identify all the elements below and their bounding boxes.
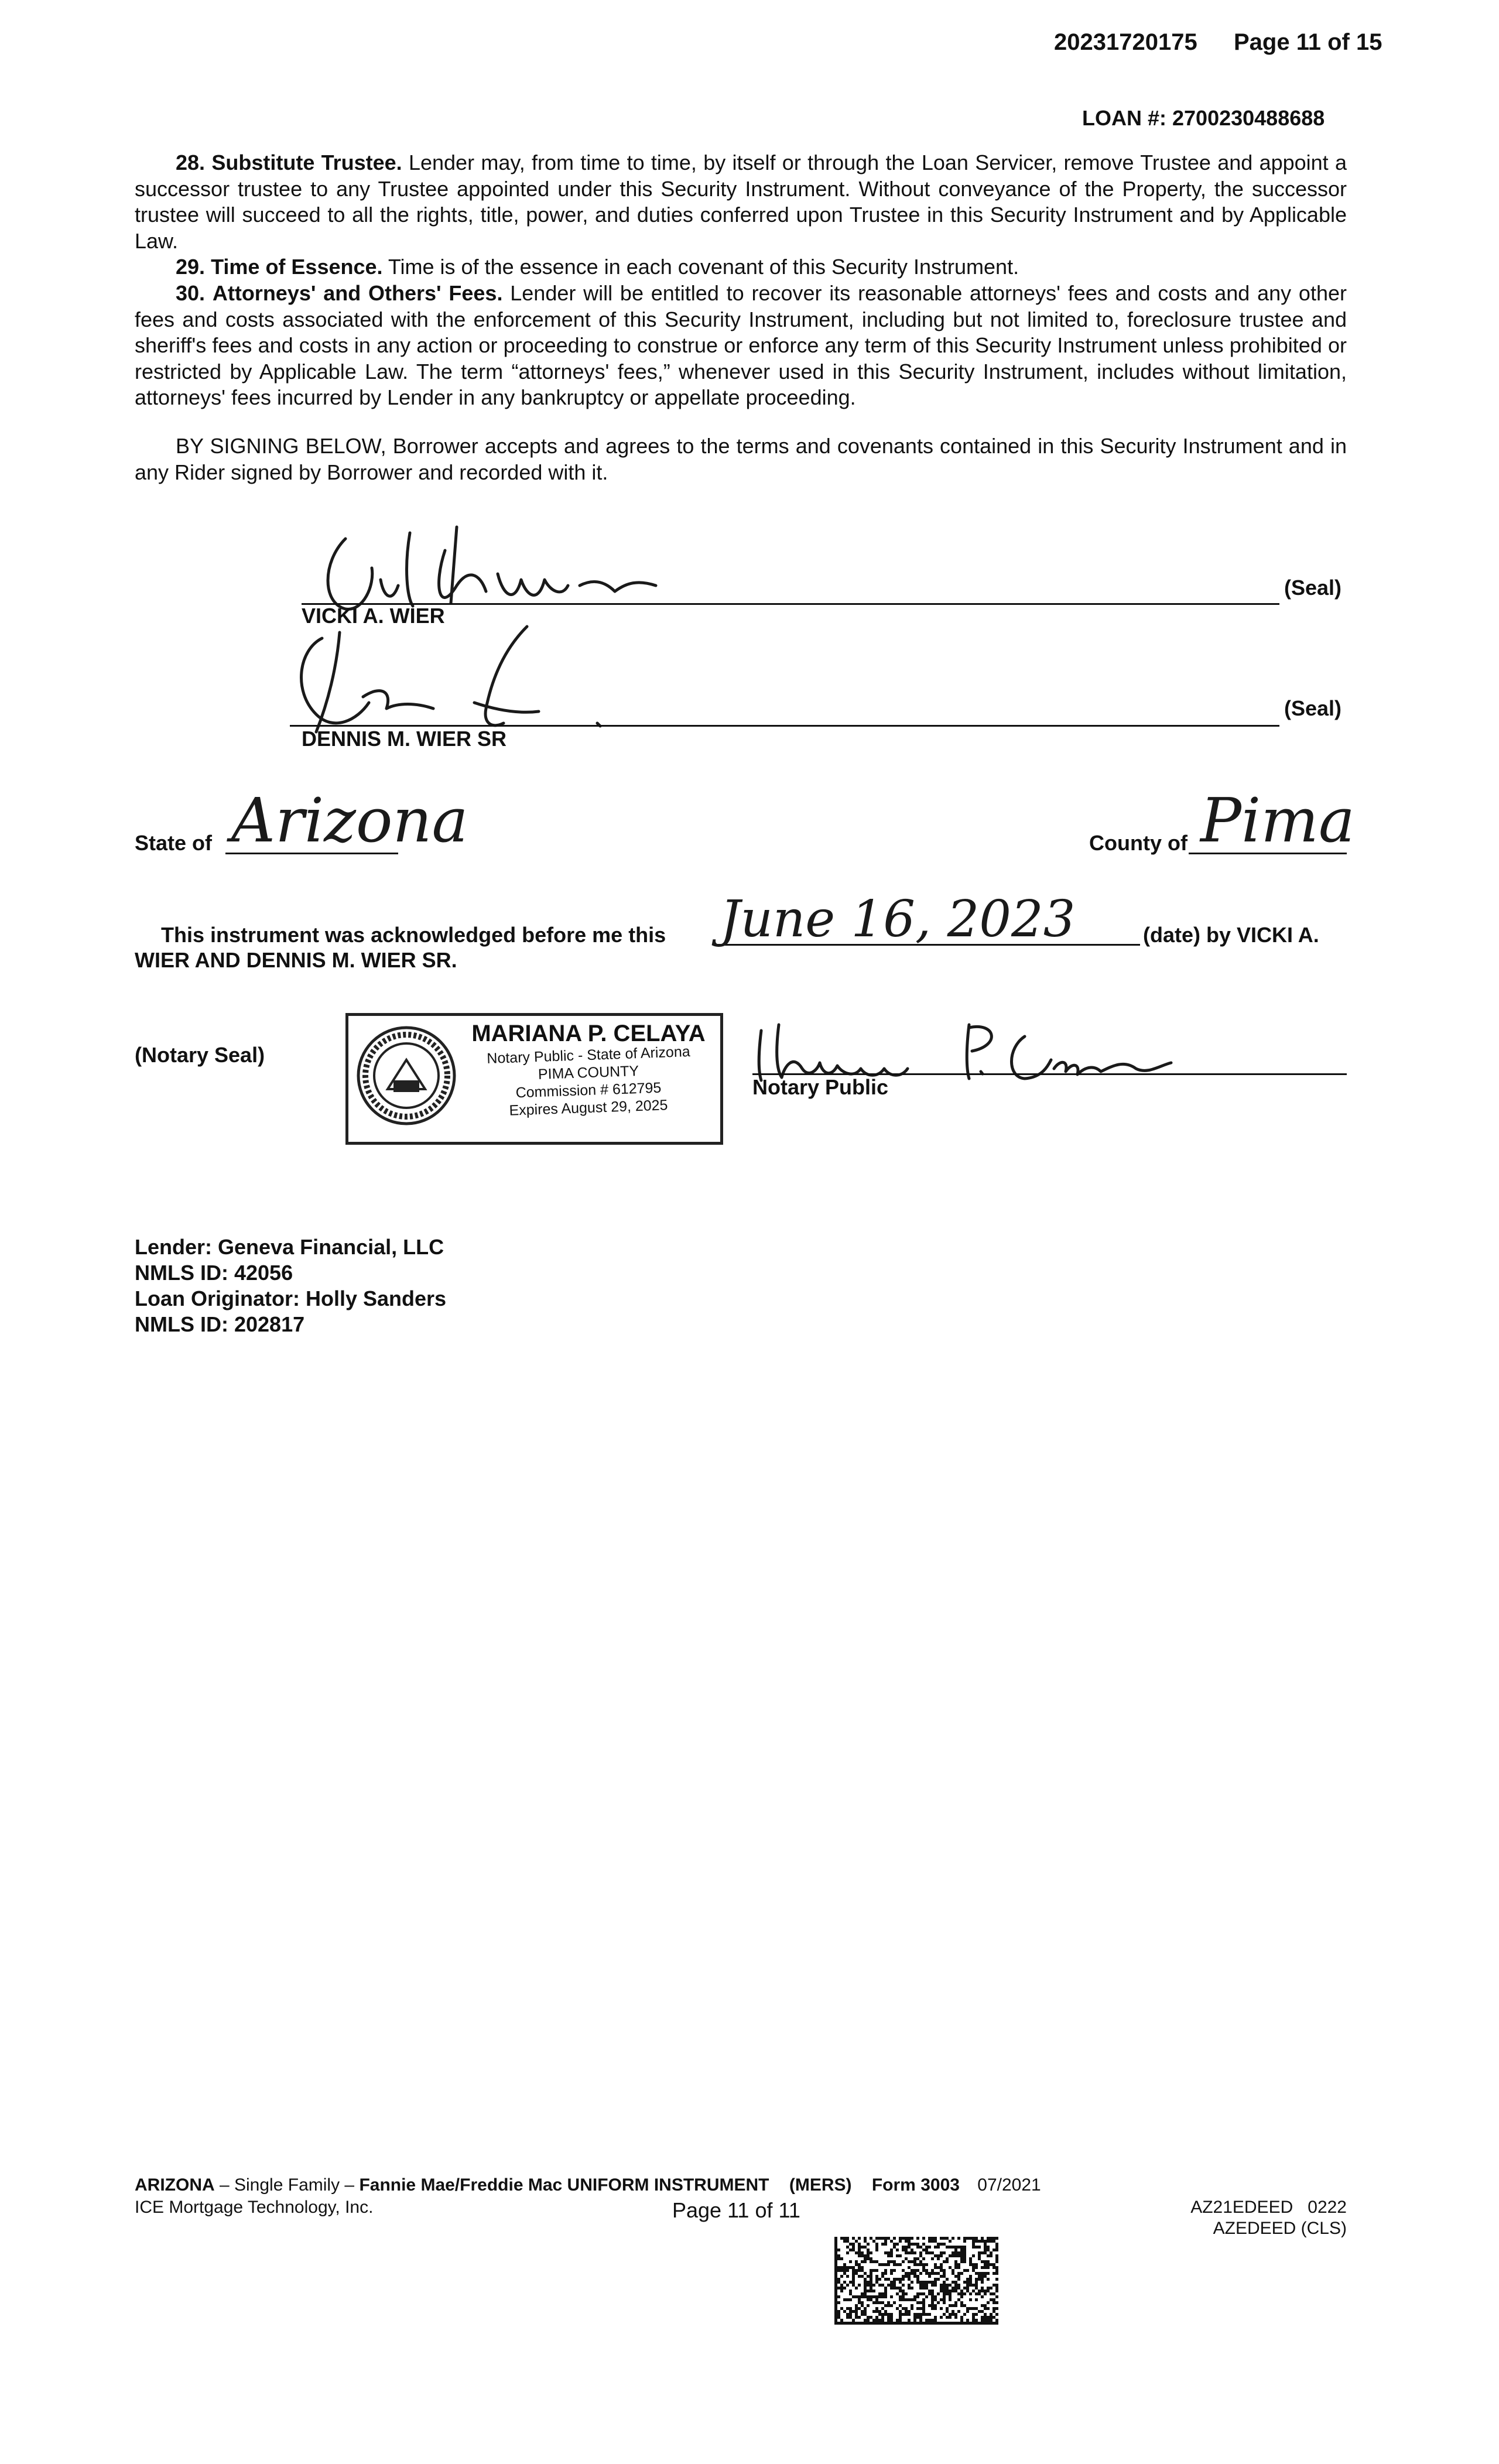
lender-nmls: NMLS ID: 42056 bbox=[135, 1261, 293, 1285]
clause-text: Lender will be entitled to recover its reasonable attorneys' fees and costs and any other fees and costs associated with the enforcement of this Security Instrument, including but not limited to, foreclosure trustee and sheriff's fees and costs in any action or proceeding to construe or enforce any term of this Security Instrument unless prohibited or restricted by Applicable Law. The term “attorneys' fees,” whenever used in this Security Instrument, includes without limitation, attorneys' fees incurred by Lender in any bankruptcy or appellate proceeding. bbox=[135, 280, 1347, 410]
footer-page-number: Page 11 of 11 bbox=[672, 2198, 800, 2222]
header-page-number: Page 11 of 15 bbox=[1233, 29, 1382, 55]
footer-form-line bbox=[135, 2175, 1041, 2196]
header-bar bbox=[1054, 29, 1382, 55]
footer-state: ARIZONA bbox=[135, 2175, 215, 2195]
state-label: State of bbox=[135, 831, 213, 855]
clause-30 bbox=[135, 280, 1347, 411]
borrower-signature-2 bbox=[281, 615, 656, 738]
signer-name-1: VICKI A. WIER bbox=[302, 604, 445, 628]
clause-title: Attorneys' and Others' Fees. bbox=[212, 280, 503, 305]
footer-mers: (MERS) bbox=[789, 2175, 852, 2195]
footer-family: – Single Family – bbox=[214, 2175, 360, 2195]
signer-name-2: DENNIS M. WIER SR bbox=[302, 727, 507, 751]
stamp-text bbox=[460, 1021, 717, 1117]
loan-number: LOAN #: 2700230488688 bbox=[1082, 106, 1325, 130]
clause-title: Time of Essence. bbox=[211, 255, 383, 279]
signing-statement: BY SIGNING BELOW, Borrower accepts and agrees to the terms and covenants contained in this Security Instrument and in any Rider signed by Borrower and recorded with it. bbox=[135, 434, 1347, 484]
clause-28 bbox=[135, 150, 1347, 254]
notary-stamp bbox=[345, 1013, 723, 1145]
footer-form-date: 07/2021 bbox=[977, 2175, 1041, 2195]
loan-originator: Loan Originator: Holly Sanders bbox=[135, 1286, 447, 1310]
barcode-icon bbox=[834, 2237, 998, 2325]
clause-title: Substitute Trustee. bbox=[211, 150, 402, 174]
clauses-block bbox=[135, 150, 1347, 411]
lender-info bbox=[135, 1234, 446, 1337]
signature-line-1 bbox=[302, 603, 1279, 605]
lender-name: Lender: Geneva Financial, LLC bbox=[135, 1235, 444, 1259]
clause-number: 30. bbox=[176, 280, 206, 305]
clause-text: Lender may, from time to time, by itself or through the Loan Servicer, remove Trustee and appoint a successor trustee to any Trustee appointed under this Security Instrument. Without conveyance of the Property, the successor trustee will succeed to all the rights, title, power, and duties conferred upon Trustee in this Security Instrument and by Applicable Law. bbox=[135, 150, 1347, 253]
acknowledgment-names: WIER AND DENNIS M. WIER SR. bbox=[135, 948, 457, 972]
originator-nmls: NMLS ID: 202817 bbox=[135, 1312, 305, 1336]
notary-commission-state: Notary Public - State of Arizona bbox=[486, 1043, 691, 1067]
clause-number: 29. bbox=[176, 255, 206, 279]
footer-code-1: AZ21EDEED 0222 bbox=[1190, 2198, 1347, 2217]
footer-instrument: Fannie Mae/Freddie Mac UNIFORM INSTRUMENT bbox=[359, 2175, 769, 2195]
seal-label-2: (Seal) bbox=[1284, 696, 1342, 720]
footer-code-2: AZEDEED (CLS) bbox=[1213, 2219, 1347, 2238]
seal-label-1: (Seal) bbox=[1284, 576, 1342, 600]
clause-text: Time is of the essence in each covenant of this Security Instrument. bbox=[382, 255, 1019, 279]
notary-seal-label: (Notary Seal) bbox=[135, 1043, 265, 1067]
clause-number: 28. bbox=[176, 150, 206, 174]
notary-public-label: Notary Public bbox=[752, 1075, 889, 1099]
date-handwritten: June 16, 2023 bbox=[720, 890, 1076, 949]
notary-name: MARIANA P. CELAYA bbox=[471, 1021, 706, 1046]
notary-county: PIMA COUNTY bbox=[538, 1063, 639, 1083]
document-number: 20231720175 bbox=[1054, 29, 1197, 55]
footer-company: ICE Mortgage Technology, Inc. bbox=[135, 2198, 374, 2217]
footer-form: Form 3003 bbox=[871, 2175, 960, 2195]
county-handwritten: Pima bbox=[1200, 785, 1355, 856]
state-seal-icon bbox=[355, 1025, 458, 1127]
state-handwritten: Arizona bbox=[231, 785, 468, 856]
footer-codes bbox=[1177, 2197, 1347, 2239]
clause-29 bbox=[135, 254, 1347, 280]
acknowledgment-text: This instrument was acknowledged before me this bbox=[161, 923, 666, 947]
acknowledgment-text-end: (date) by VICKI A. bbox=[1143, 923, 1319, 947]
commission-expiration: Expires August 29, 2025 bbox=[509, 1097, 668, 1119]
commission-number: Commission # 612795 bbox=[515, 1079, 662, 1101]
county-label: County of bbox=[1089, 831, 1187, 855]
